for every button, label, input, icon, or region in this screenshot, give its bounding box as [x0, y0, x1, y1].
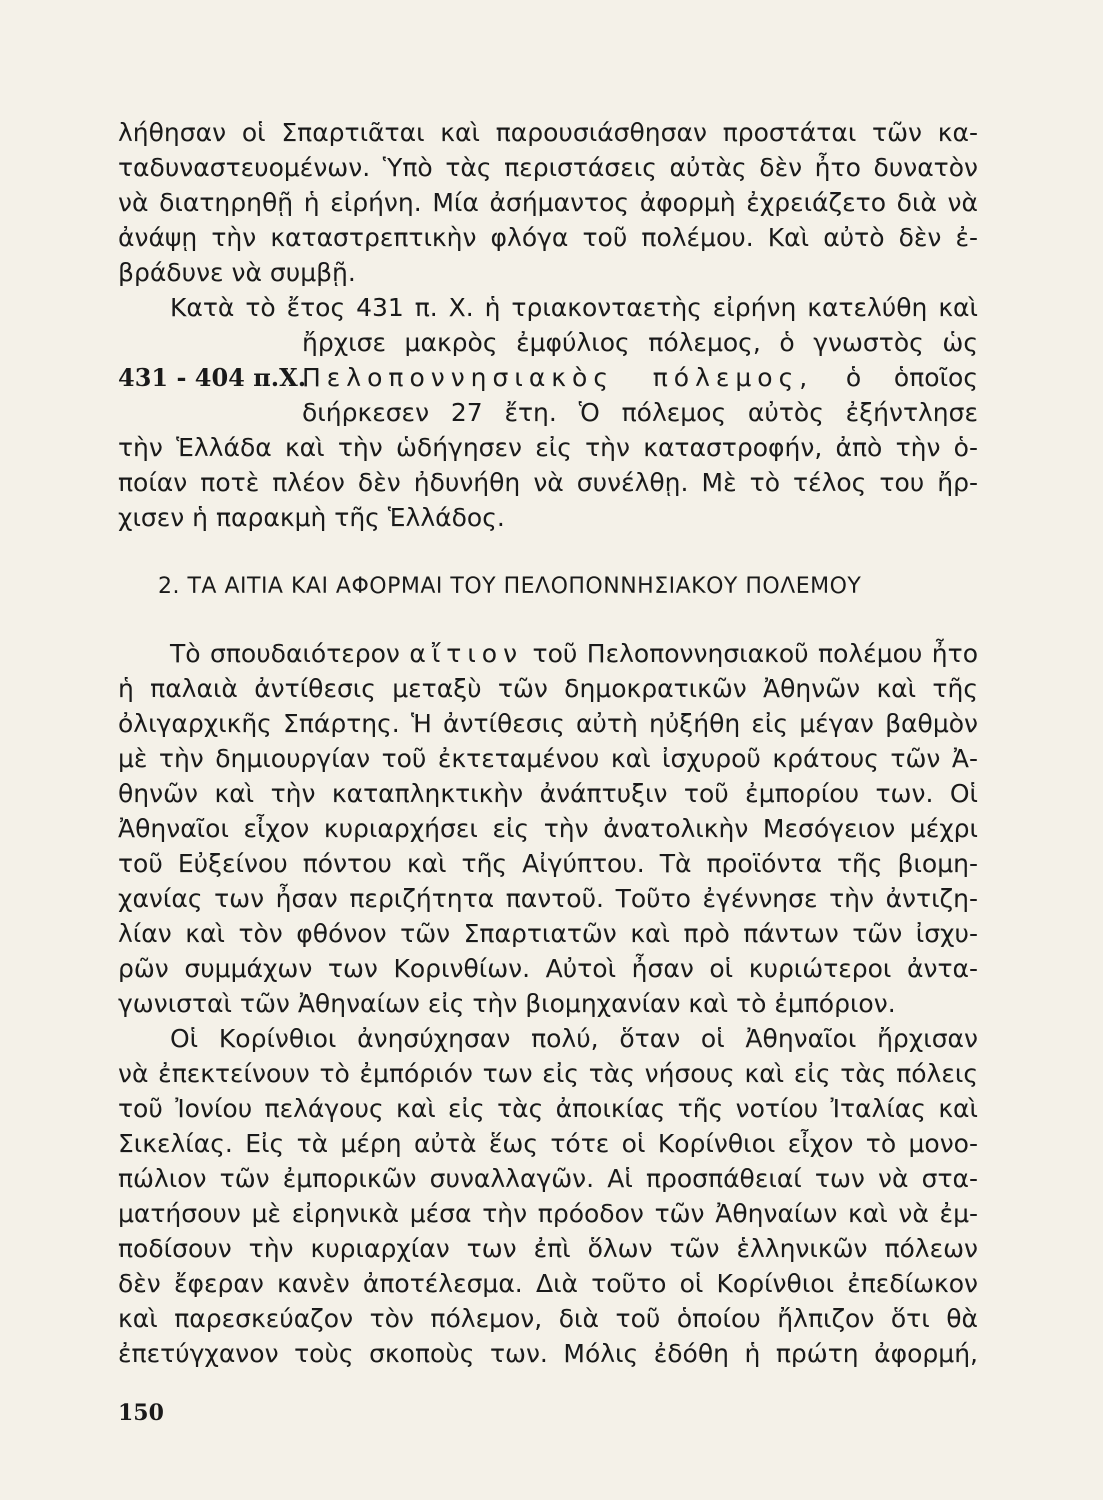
text-line: βράδυνε νὰ συμβῇ. [118, 258, 356, 287]
text-line: ἐπετύγχανον τοὺς σκοποὺς των. Μόλις ἐδόθη ἡ πρώτη ἀφορμή, [118, 1339, 978, 1368]
text-line: Οἱ Κορίνθιοι ἀνησύχησαν πολύ, ὅταν οἱ Ἀθηναῖοι ἤρχισαν [170, 1024, 978, 1053]
text-fragment: ὁ ὁποῖος [845, 363, 978, 392]
text-line: τοῦ Ἰονίου πελάγους καὶ εἰς τὰς ἀποικίας τῆς νοτίου Ἰταλίας καὶ [118, 1094, 978, 1123]
section-heading: 2. ΤΑ ΑΙΤΙΑ ΚΑΙ ΑΦΟΡΜΑΙ ΤΟΥ ΠΕΛΟΠΟΝΝΗΣΙΑΚΟΥ ΠΟΛΕΜΟΥ [158, 574, 862, 599]
text-line [170, 637, 978, 670]
page-number: 150 [118, 1400, 164, 1426]
text-line: Κατὰ τὸ ἔτος 431 π. Χ. ἡ τριακονταετὴς εἰρήνη κατελύθη καὶ [170, 293, 978, 322]
text-line: χανίας των ἦσαν περιζήτητα παντοῦ. Τοῦτο ἐγέννησε τὴν ἀντιζη- [118, 884, 978, 913]
spaced-term: αἴτιον [409, 639, 524, 668]
text-line: μὲ τὴν δημιουργίαν τοῦ ἐκτεταμένου καὶ ἰσχυροῦ κράτους τῶν Ἀ- [118, 744, 978, 773]
text-line: τοῦ Εὐξείνου πόντου καὶ τῆς Αἰγύπτου. Τὰ προϊόντα τῆς βιομη- [118, 849, 978, 878]
text-line-rest [302, 361, 978, 394]
text-line: γωνισταὶ τῶν Ἀθηναίων εἰς τὴν βιομηχανίαν καὶ τὸ ἐμπόριον. [118, 989, 896, 1018]
text-line: νὰ διατηρηθῇ ἡ εἰρήνη. Μία ἀσήμαντος ἀφορμὴ ἐχρειάζετο διὰ νὰ [118, 188, 978, 217]
text-line: ποίαν ποτὲ πλέον δὲν ἠδυνήθη νὰ συνέλθῃ. Μὲ τὸ τέλος του ἤρ- [118, 468, 978, 497]
text-line: νὰ ἐπεκτείνουν τὸ ἐμπόριόν των εἰς τὰς νήσους καὶ εἰς τὰς πόλεις [118, 1059, 978, 1088]
text-fragment: Τὸ σπουδαιότερον [170, 639, 400, 668]
text-line: ποδίσουν τὴν κυριαρχίαν των ἐπὶ ὅλων τῶν ἑλληνικῶν πόλεων [118, 1234, 978, 1263]
text-line: ἤρχισε μακρὸς ἐμφύλιος πόλεμος, ὁ γνωστὸς ὡς [302, 328, 978, 357]
text-line-with-margin-date [118, 361, 978, 394]
text-line: ματήσουν μὲ εἰρηνικὰ μέσα τὴν πρόοδον τῶν Ἀθηναίων καὶ νὰ ἐμ- [118, 1199, 978, 1228]
text-line: δὲν ἔφεραν κανὲν ἀποτέλεσμα. Διὰ τοῦτο οἱ Κορίνθιοι ἐπεδίωκον [118, 1269, 978, 1298]
text-line: λίαν καὶ τὸν φθόνον τῶν Σπαρτιατῶν καὶ πρὸ πάντων τῶν ἰσχυ- [118, 919, 978, 948]
text-line: διήρκεσεν 27 ἔτη. Ὁ πόλεμος αὐτὸς ἐξήντλησε [302, 398, 978, 427]
text-line: καὶ παρεσκεύαζον τὸν πόλεμον, διὰ τοῦ ὁποίου ἤλπιζον ὅτι θὰ [118, 1304, 978, 1333]
text-line: ρῶν συμμάχων των Κορινθίων. Αὐτοὶ ἦσαν οἱ κυριώτεροι ἀντα- [118, 954, 978, 983]
margin-date: 431 - 404 π.Χ. [118, 363, 307, 392]
spaced-term: Πελοποννησιακὸς πόλεμος, [302, 363, 814, 392]
text-line: χισεν ἡ παρακμὴ τῆς Ἑλλάδος. [118, 503, 505, 532]
text-fragment: τοῦ Πελοποννησιακοῦ πολέμου ἦτο [532, 639, 978, 668]
text-line: θηνῶν καὶ τὴν καταπληκτικὴν ἀνάπτυξιν τοῦ ἐμπορίου των. Οἱ [118, 779, 978, 808]
text-line: ἡ παλαιὰ ἀντίθεσις μεταξὺ τῶν δημοκρατικῶν Ἀθηνῶν καὶ τῆς [118, 674, 978, 703]
text-line: λήθησαν οἱ Σπαρτιᾶται καὶ παρουσιάσθησαν προστάται τῶν κα- [118, 118, 978, 147]
text-line: ὀλιγαρχικῆς Σπάρτης. Ἡ ἀντίθεσις αὐτὴ ηὐξήθη εἰς μέγαν βαθμὸν [118, 709, 978, 738]
text-line: Σικελίας. Εἰς τὰ μέρη αὐτὰ ἕως τότε οἱ Κορίνθιοι εἶχον τὸ μονο- [118, 1129, 978, 1158]
text-line: Ἀθηναῖοι εἶχον κυριαρχήσει εἰς τὴν ἀνατολικὴν Μεσόγειον μέχρι [118, 814, 978, 843]
text-line: ταδυναστευομένων. Ὑπὸ τὰς περιστάσεις αὐτὰς δὲν ἦτο δυνατὸν [118, 153, 978, 182]
text-line: τὴν Ἑλλάδα καὶ τὴν ὡδήγησεν εἰς τὴν καταστροφήν, ἀπὸ τὴν ὁ- [118, 433, 978, 462]
text-line: ἀνάψῃ τὴν καταστρεπτικὴν φλόγα τοῦ πολέμου. Καὶ αὐτὸ δὲν ἐ- [118, 223, 978, 252]
text-line: πώλιον τῶν ἐμπορικῶν συναλλαγῶν. Αἱ προσπάθειαί των νὰ στα- [118, 1164, 978, 1193]
